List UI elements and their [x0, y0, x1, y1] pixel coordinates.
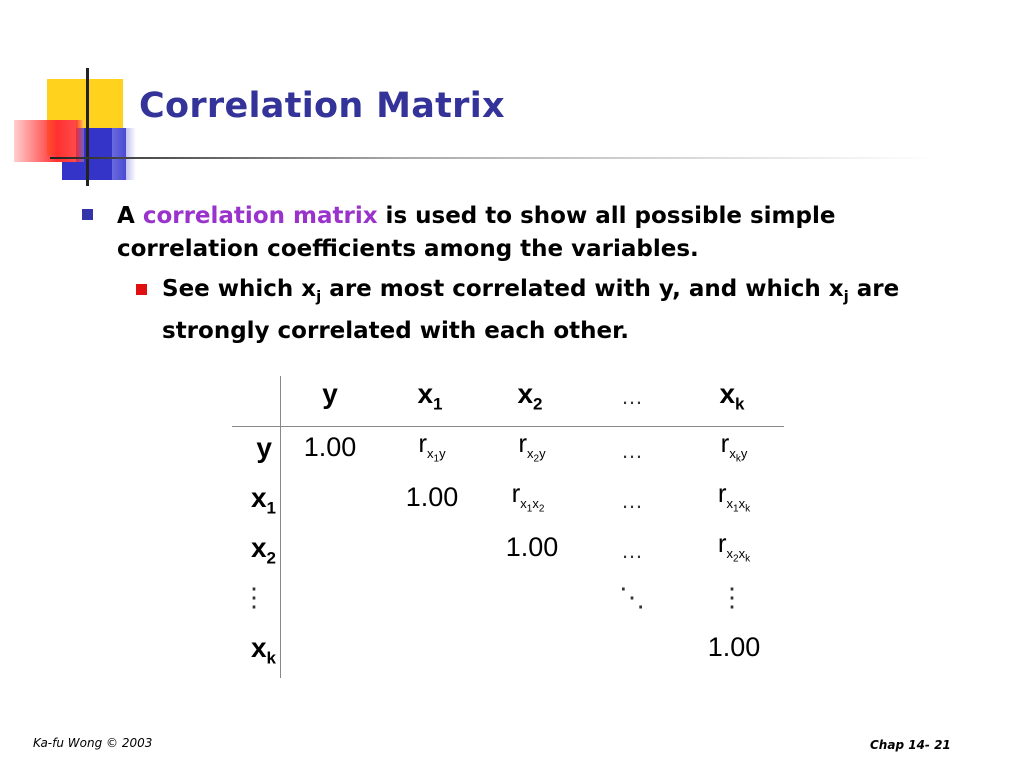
row-header-x1: $x_1$ — [250, 482, 276, 518]
bullet1-term: correlation matrix — [142, 203, 378, 229]
bullet1-prefix: A — [117, 203, 143, 229]
col-header-x1: $x_1$ — [417, 378, 443, 414]
cell-r-xk-y: $r_{x_ky}$ — [720, 428, 748, 465]
bullet1-rest: is used to show all possible simple correlation coefficients among the variables. — [117, 203, 836, 262]
cell-x1-x1: 1.00 — [405, 482, 459, 512]
cell-ddots: ⋱ — [619, 582, 645, 612]
col-header-y: y — [322, 378, 338, 409]
footer-page-number: Chap 14- 21 — [870, 738, 951, 752]
correlation-matrix-table — [232, 376, 792, 681]
matrix-vertical-rule — [280, 376, 281, 678]
cell-r-x2-xk: $r_{x_2x_k}$ — [717, 528, 751, 565]
decor-red-fade — [76, 120, 84, 162]
footer-author: Ka-fu Wong © 2003 — [33, 736, 153, 750]
bullet-square-icon — [82, 209, 93, 220]
bullet2-sub2: j — [843, 287, 849, 306]
bullet2-part1: See which x — [162, 276, 317, 302]
row-header-vdots: ⋮ — [241, 582, 267, 612]
cell-x2-x2: 1.00 — [505, 532, 559, 562]
col-header-xk: $x_k$ — [719, 378, 745, 414]
bullet2-part2: are most correlated with y, and which x — [321, 276, 844, 302]
slide-title: Correlation Matrix — [139, 86, 505, 126]
cell-hdots: … — [621, 538, 643, 563]
cell-r-x1-xk: $r_{x_1x_k}$ — [717, 478, 751, 515]
bullet2-part3: are strongly correlated with each other. — [162, 276, 900, 344]
cell-hdots: … — [621, 438, 643, 463]
cell-y-y: 1.00 — [303, 432, 357, 462]
row-header-y: y — [256, 432, 272, 463]
cell-xk-xk: 1.00 — [707, 632, 761, 662]
row-header-xk: $x_k$ — [250, 632, 276, 668]
col-header-x2: $x_2$ — [517, 378, 543, 414]
title-underline — [50, 157, 938, 159]
col-header-ellipsis: … — [621, 384, 643, 409]
cell-r-x1-x2: $r_{x_1x_2}$ — [511, 478, 545, 515]
matrix-horizontal-rule — [232, 426, 784, 427]
bullet2-sub1: j — [316, 287, 322, 306]
decor-red-square — [14, 120, 76, 162]
sub-bullet-square-icon — [136, 284, 147, 295]
cell-r-x1-y: $r_{x_1y}$ — [418, 428, 446, 465]
cell-hdots: … — [621, 488, 643, 513]
bullet-level1 — [117, 200, 917, 266]
decor-blue-fade — [112, 128, 136, 180]
decor-vertical-line — [86, 68, 89, 186]
bullet-level2 — [162, 272, 942, 348]
cell-r-x2-y: $r_{x_2y}$ — [518, 428, 546, 465]
cell-vdots: ⋮ — [719, 582, 745, 612]
row-header-x2: $x_2$ — [250, 532, 276, 568]
